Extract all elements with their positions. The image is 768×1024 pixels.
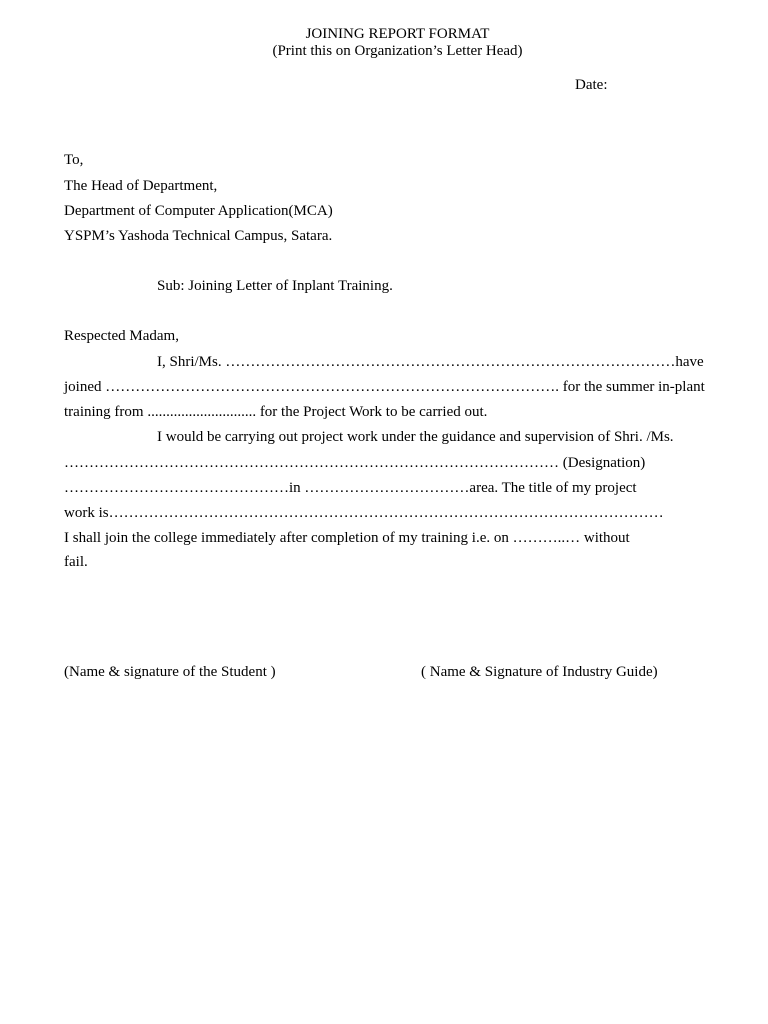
body-line-2: joined ………………………………………………………………………………. for the summer in-plant — [64, 379, 705, 395]
body-line-1: I, Shri/Ms. ………………………………………………………………………………have — [157, 354, 704, 370]
guide-signature-label: ( Name & Signature of Industry Guide) — [421, 664, 658, 680]
document-subtitle: (Print this on Organization’s Letter Head) — [272, 43, 523, 59]
salutation: Respected Madam, — [64, 328, 179, 344]
address-to: To, — [64, 152, 84, 168]
body-line-7: work is………………………………………………………………………………………………… — [64, 505, 664, 521]
body-line-6: ………………………………………in ……………………………area. The title of my project — [64, 480, 637, 496]
body-line-3: training from ............................. for the Project Work to be carried out. — [64, 404, 488, 420]
student-signature-label: (Name & signature of the Student ) — [64, 664, 276, 680]
body-line-8: I shall join the college immediately after completion of my training i.e. on ………..… without — [64, 530, 630, 546]
address-line-3: YSPM’s Yashoda Technical Campus, Satara. — [64, 228, 333, 244]
body-line-5: ……………………………………………………………………………………… (Designation) — [64, 455, 646, 471]
body-line-9: fail. — [64, 554, 88, 570]
address-line-1: The Head of Department, — [64, 178, 218, 194]
document-title: JOINING REPORT FORMAT — [305, 26, 490, 42]
subject-line: Sub: Joining Letter of Inplant Training. — [157, 278, 393, 294]
date-label: Date: — [575, 77, 608, 93]
address-line-2: Department of Computer Application(MCA) — [64, 203, 333, 219]
body-line-4: I would be carrying out project work under the guidance and supervision of Shri. /Ms. — [157, 429, 674, 445]
